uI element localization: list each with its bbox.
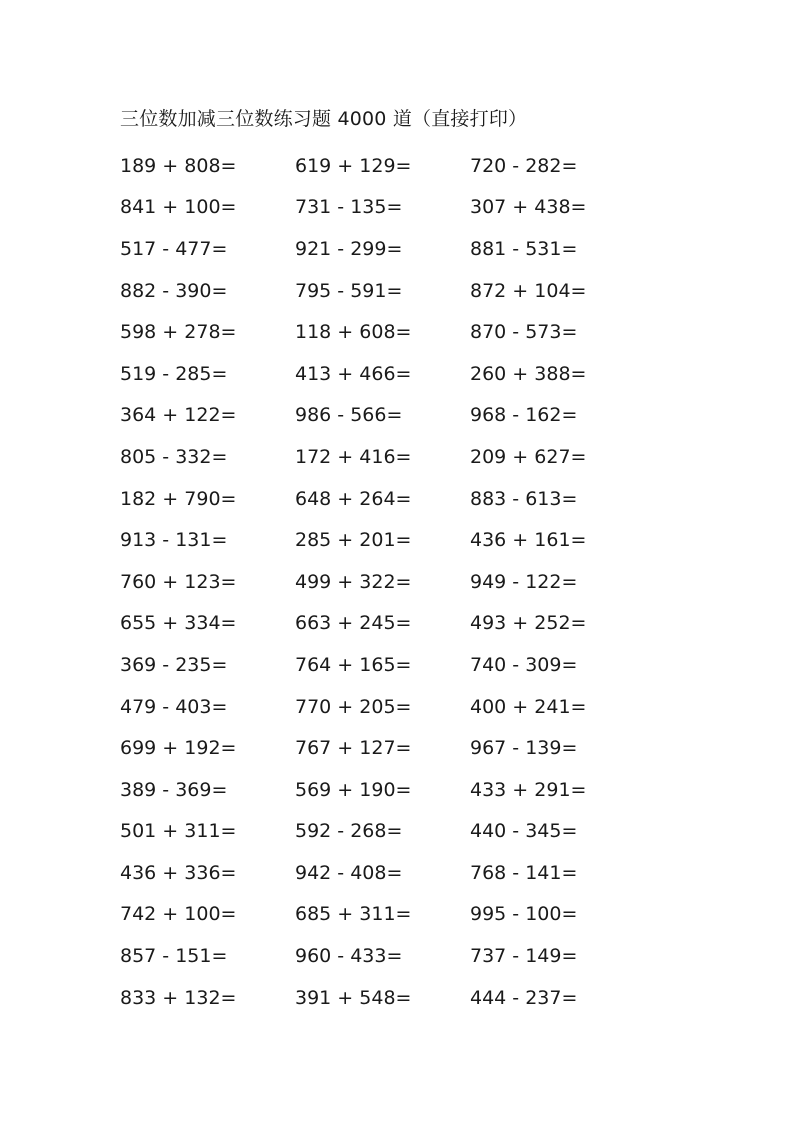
math-problem: 391 + 548= [295, 986, 412, 1009]
math-problem: 921 - 299= [295, 237, 403, 260]
math-problem: 501 + 311= [120, 820, 237, 843]
math-problem: 805 - 332= [120, 445, 228, 468]
math-problem: 764 + 165= [295, 653, 412, 676]
problem-row [120, 519, 680, 561]
math-problem: 519 - 285= [120, 362, 228, 385]
math-problem: 648 + 264= [295, 487, 412, 510]
problem-row [120, 769, 680, 811]
problem-row [120, 644, 680, 686]
math-problem: 569 + 190= [295, 778, 412, 801]
math-problem: 440 - 345= [470, 820, 578, 843]
math-problem: 942 - 408= [295, 861, 403, 884]
math-problem: 841 + 100= [120, 196, 237, 219]
math-problem: 118 + 608= [295, 321, 412, 344]
problem-row [120, 977, 680, 1019]
problem-row [120, 436, 680, 478]
problem-row [120, 311, 680, 353]
problem-row [120, 270, 680, 312]
math-problem: 517 - 477= [120, 237, 228, 260]
math-problem: 369 - 235= [120, 653, 228, 676]
problem-row [120, 478, 680, 520]
math-problem: 740 - 309= [470, 653, 578, 676]
math-problem: 493 + 252= [470, 612, 587, 635]
math-problem: 760 + 123= [120, 570, 237, 593]
math-problem: 872 + 104= [470, 279, 587, 302]
math-problem: 433 + 291= [470, 778, 587, 801]
math-problem: 720 - 282= [470, 154, 578, 177]
problem-row [120, 894, 680, 936]
problem-row [120, 935, 680, 977]
math-problem: 592 - 268= [295, 820, 403, 843]
problem-row [120, 228, 680, 270]
math-problem: 767 + 127= [295, 737, 412, 760]
problem-row [120, 187, 680, 229]
math-problem: 967 - 139= [470, 737, 578, 760]
math-problem: 499 + 322= [295, 570, 412, 593]
math-problem: 436 + 336= [120, 861, 237, 884]
problem-row [120, 603, 680, 645]
math-problem: 870 - 573= [470, 321, 578, 344]
math-problem: 883 - 613= [470, 487, 578, 510]
math-problem: 857 - 151= [120, 945, 228, 968]
math-problem: 663 + 245= [295, 612, 412, 635]
math-problem: 968 - 162= [470, 404, 578, 427]
problem-grid [120, 145, 680, 1018]
problem-row [120, 811, 680, 853]
math-problem: 882 - 390= [120, 279, 228, 302]
problem-row [120, 727, 680, 769]
math-problem: 209 + 627= [470, 445, 587, 468]
math-problem: 413 + 466= [295, 362, 412, 385]
math-problem: 881 - 531= [470, 237, 578, 260]
math-problem: 655 + 334= [120, 612, 237, 635]
math-problem: 260 + 388= [470, 362, 587, 385]
problem-row [120, 395, 680, 437]
math-problem: 685 + 311= [295, 903, 412, 926]
math-problem: 307 + 438= [470, 196, 587, 219]
worksheet-title: 三位数加减三位数练习题 4000 道（直接打印） [120, 108, 528, 130]
math-problem: 768 - 141= [470, 861, 578, 884]
math-problem: 619 + 129= [295, 154, 412, 177]
math-problem: 949 - 122= [470, 570, 578, 593]
math-problem: 913 - 131= [120, 529, 228, 552]
math-problem: 172 + 416= [295, 445, 412, 468]
math-problem: 833 + 132= [120, 986, 237, 1009]
math-problem: 699 + 192= [120, 737, 237, 760]
math-problem: 444 - 237= [470, 986, 578, 1009]
problem-row [120, 686, 680, 728]
math-problem: 285 + 201= [295, 529, 412, 552]
math-problem: 770 + 205= [295, 695, 412, 718]
problem-row [120, 145, 680, 187]
problem-row [120, 353, 680, 395]
math-problem: 986 - 566= [295, 404, 403, 427]
math-problem: 742 + 100= [120, 903, 237, 926]
math-problem: 995 - 100= [470, 903, 578, 926]
math-problem: 731 - 135= [295, 196, 403, 219]
problem-row [120, 561, 680, 603]
math-problem: 189 + 808= [120, 154, 237, 177]
math-problem: 400 + 241= [470, 695, 587, 718]
math-problem: 436 + 161= [470, 529, 587, 552]
math-problem: 479 - 403= [120, 695, 228, 718]
math-problem: 598 + 278= [120, 321, 237, 344]
math-problem: 960 - 433= [295, 945, 403, 968]
math-problem: 364 + 122= [120, 404, 237, 427]
problem-row [120, 852, 680, 894]
math-problem: 795 - 591= [295, 279, 403, 302]
math-problem: 182 + 790= [120, 487, 237, 510]
math-problem: 737 - 149= [470, 945, 578, 968]
math-problem: 389 - 369= [120, 778, 228, 801]
